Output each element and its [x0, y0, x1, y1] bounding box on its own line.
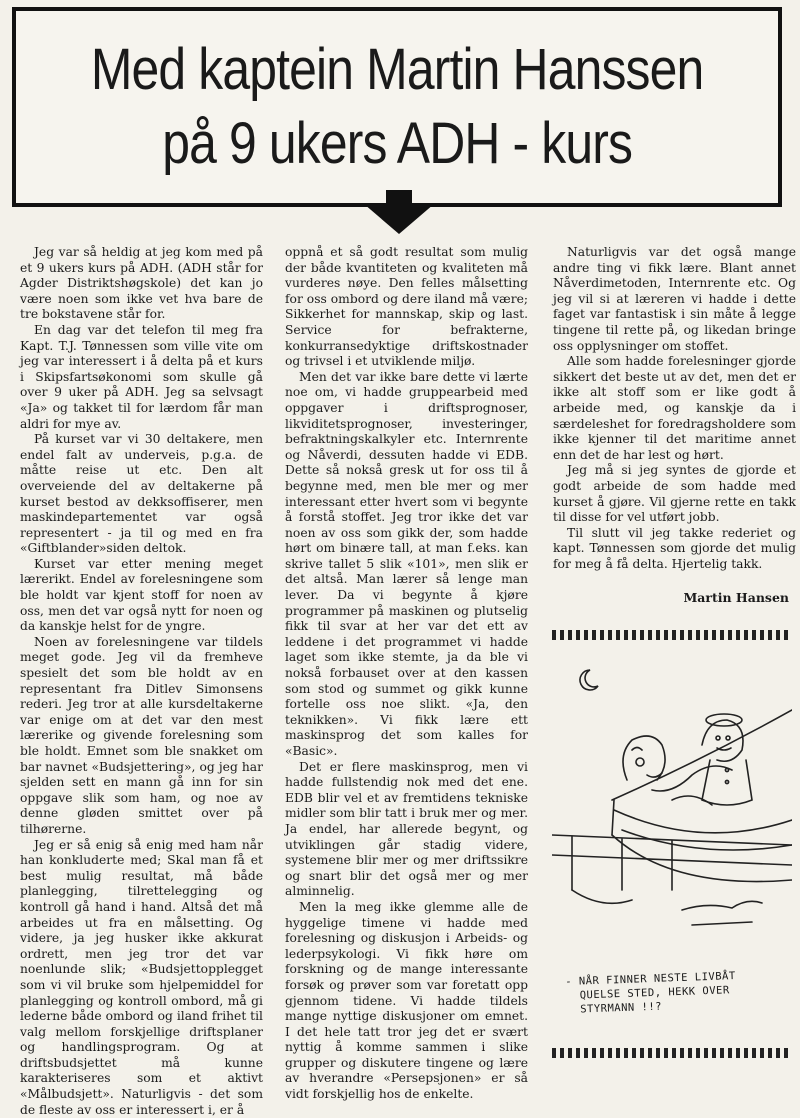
- paragraph: Alle som hadde forelesninger gjorde sikkert det beste ut av det, men det er ikke alt stoff som er like godt å arbeide med, og kanskje da i særdeleshet for foredragsholdere som ikke kjenner til det maritime annet enn det de har lest og hørt.: [553, 354, 796, 462]
- paragraph: Til slutt vil jeg takke rederiet og kapt. Tønnessen som gjorde det mulig for meg å få delta. Hjertelig takk.: [553, 525, 796, 571]
- article-column-1: [20, 245, 263, 1118]
- paragraph: Kurset var etter mening meget lærerikt. Endel av forelesningene som ble holdt var kjent stoff for noen av oss, men det var også nytt for noen og da kanskje helst for de yngre.: [20, 556, 263, 634]
- headline-line-2: på 9 ukers ADH - kurs: [162, 111, 632, 176]
- paragraph: En dag var det telefon til meg fra Kapt. T.J. Tønnessen som ville vite om jeg var interessert i å delta på et kurs i Skipsfartsøkonomi som skulle gå over 9 uker på ADH. Jeg sa selvsagt «Ja» og takket til for lærdom får man aldri for mye av.: [20, 322, 263, 431]
- paragraph: Jeg var så heldig at jeg kom med på et 9 ukers kurs på ADH. (ADH står for Agder Distriktshøgskole) det kan jo være noen som ikke vet hva bare de tre bokstavene står for.: [20, 245, 263, 322]
- moon-icon: [580, 670, 598, 690]
- paragraph: Men det var ikke bare dette vi lærte noe om, vi hadde gruppearbeid med oppgaver i driftsprognoser, likviditetsprognoser, investeringer, befraktningskalkyler etc. Internrente og Nåverdi, dessuten hadde vi EDB. Dette så nokså gresk ut for oss til å begynne med, men ble mer og mer interessant etter hvert som vi begynte å forstå stoffet. Jeg tror ikke det var noen av oss som gikk der, som hadde hørt om binære tall, at man f.eks. kan skrive tallet 5 slik «101», men slik er det altså. Man lærer så lenge man lever. Da vi begynte å kjøre programmer på maskinen og plutselig fikk til svar at her var det ett av leddene i det programmet vi hadde laget som ikke stemte, ja da ble vi nokså forbauset over at den kassen som stod og summet og gikk kunne fortelle oss noe slikt. «Ja, den teknikken». Vi fikk lære ett maskinsprog det som kalles for «Basic».: [285, 369, 528, 758]
- paragraph: På kurset var vi 30 deltakere, men endel falt av underveis, p.g.a. de måtte reise ut etc. Den alt overveiende del av deltakerne på kurset bestod av dekksoffiserer, men maskindepartementet var også representert - ja til og med en fra «Giftblander»siden deltok.: [20, 432, 263, 556]
- paragraph: Det er flere maskinsprog, men vi hadde fullstendig nok med det ene. EDB blir vel et av fremtidens tekniske midler som blir tatt i bruk mer og mer. Ja endel, har allerede begynt, og utviklingen går stadig videre, systemene blir mer og mer driftssikre og snart blir det også mer og mer alminnelig.: [285, 759, 528, 899]
- paragraph: Jeg er så enig så enig med ham når han konkluderte med; Skal man få et best mulig resultat, må både planlegging, tilrettelegging og kontroll gå hand i hand. Altså det må arbeides ut fra en målsetting. Og videre, ja jeg husker ikke akkurat ordrett, men jeg tror det var noenlunde slik; «Budsjettopplegget som vi vil bruke som hjelpemiddel for planlegging og kontroll ombord, må gi lederne både ombord og iland frihet til valg mellom forskjellige driftsplaner og handlingsprogram. Og at driftsbudsjettet må kunne karakteriseres som et aktivt «Målbudsjett». Naturligvis - det som de fleste av oss er interessert i, er å: [20, 837, 263, 1117]
- cartoon-illustration: [552, 650, 792, 960]
- paragraph: Men la meg ikke glemme alle de hyggelige timene vi hadde med forelesning og diskusjon i Arbeids- og lederpsykologi. Vi fikk høre om forskning og de mange interessante forsøk og prøver som var foretatt opp gjennom tidene. Vi hadde tildels mange nyttige diskusjoner om emnet. I det hele tatt tror jeg det er svært nyttig å komme sammen i slike grupper og diskutere tingene og lære av hverandre «Persepsjonen» er så vidt forskjellig hos de enkelte.: [285, 899, 528, 1102]
- author-signature: Martin Hansen: [683, 590, 789, 605]
- caption-line: STYRMANN !!?: [580, 1000, 663, 1016]
- article-column-3: [553, 245, 796, 572]
- paragraph: Noen av forelesningene var tildels meget gode. Jeg vil da fremheve spesielt det som ble holdt av en representant fra Ditlev Simonsens rederi. Jeg tror at alle kursdeltakerne var enige om at det var den mest lærerike og givende forelesning som ble holdt. Emnet som ble snakket om bar navnet «Budsjettering», og jeg har sjelden sett en mann gå inn for sin oppgave slik som ham, og noe av denne gløden smittet over på tilhørerne.: [20, 634, 263, 836]
- paragraph: oppnå et så godt resultat som mulig der både kvantiteten og kvaliteten må vurderes nøye. Den felles målsetting for oss ombord og dere iland må være; Sikkerhet for mannskap, skip og last. Service for befrakterne, konkurransedyktige driftskostnader og trivsel i et utviklende miljø.: [285, 245, 528, 369]
- headline-box: [12, 7, 782, 207]
- cartoon-caption: [565, 967, 791, 1017]
- down-arrow-icon: [364, 190, 434, 234]
- paragraph: Naturligvis var det også mange andre ting vi fikk lære. Blant annet Nåverdimetoden, Internrente etc. Og jeg vil si at læreren vi hadde i dette faget var fantastisk i sin måte å legge tingene til rette på, og likedan bringe oss opplysninger om stoffet.: [553, 245, 796, 353]
- article-column-2: [285, 245, 528, 1103]
- headline-line-1: Med kaptein Martin Hanssen: [90, 37, 704, 102]
- caption-line: - NÅR FINNER NESTE LIVBÅT: [565, 970, 736, 988]
- paragraph: Jeg må si jeg syntes de gjorde et godt arbeide de som hadde med kurset å gjøre. Vil gjerne rette en takk til disse for vel utført jobb.: [553, 463, 796, 525]
- cartoon-border-bottom: [552, 1048, 790, 1058]
- cartoon-border-top: [552, 630, 790, 640]
- caption-line: QUELSE STED, HEKK OVER: [579, 984, 730, 1002]
